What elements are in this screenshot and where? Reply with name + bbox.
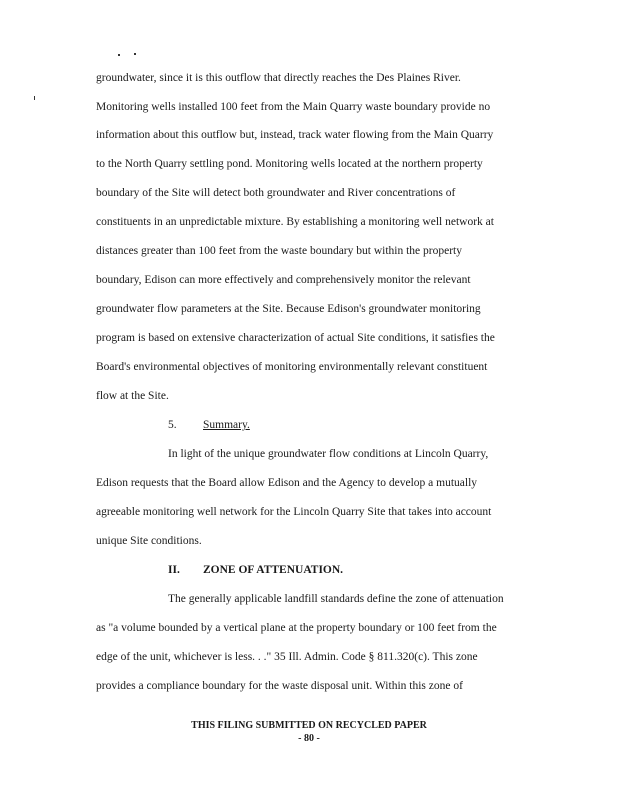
scan-speck bbox=[134, 53, 136, 55]
text-line: to the North Quarry settling pond. Monitoring wells located at the northern property bbox=[96, 158, 483, 170]
recycled-paper-notice: THIS FILING SUBMITTED ON RECYCLED PAPER bbox=[191, 720, 427, 731]
text-line: program is based on extensive characterization of actual Site conditions, it satisfies the bbox=[96, 332, 495, 344]
text-line: Board's environmental objectives of monitoring environmentally relevant constituent bbox=[96, 361, 488, 373]
section-title: ZONE OF ATTENUATION. bbox=[203, 564, 344, 576]
text-line: In light of the unique groundwater flow conditions at Lincoln Quarry, bbox=[168, 448, 489, 460]
section-number: II. bbox=[168, 564, 180, 576]
scan-speck bbox=[118, 54, 120, 56]
text-line: agreeable monitoring well network for the Lincoln Quarry Site that takes into account bbox=[96, 506, 492, 518]
text-line: boundary of the Site will detect both groundwater and River concentrations of bbox=[96, 187, 456, 199]
scan-speck bbox=[34, 96, 35, 100]
text-line: unique Site conditions. bbox=[96, 535, 202, 547]
text-line: groundwater, since it is this outflow that directly reaches the Des Plaines River. bbox=[96, 72, 461, 84]
section-title: Summary. bbox=[203, 419, 250, 431]
text-line: distances greater than 100 feet from the waste boundary but within the property bbox=[96, 245, 462, 257]
text-line: Monitoring wells installed 100 feet from the Main Quarry waste boundary provide no bbox=[96, 101, 491, 113]
text-line: information about this outflow but, instead, track water flowing from the Main Quarry bbox=[96, 129, 494, 141]
page-number: - 80 - bbox=[298, 733, 320, 744]
text-line: constituents in an unpredictable mixture. By establishing a monitoring well network at bbox=[96, 216, 494, 228]
text-line: flow at the Site. bbox=[96, 390, 169, 402]
text-line: edge of the unit, whichever is less. . ." 35 Ill. Admin. Code § 811.320(c). This zone bbox=[96, 651, 478, 663]
section-number: 5. bbox=[168, 419, 177, 431]
text-line: boundary, Edison can more effectively and comprehensively monitor the relevant bbox=[96, 274, 471, 286]
text-line: provides a compliance boundary for the waste disposal unit. Within this zone of bbox=[96, 680, 463, 692]
text-line: The generally applicable landfill standards define the zone of attenuation bbox=[168, 593, 504, 605]
text-line: as "a volume bounded by a vertical plane at the property boundary or 100 feet from the bbox=[96, 622, 497, 634]
text-line: Edison requests that the Board allow Edison and the Agency to develop a mutually bbox=[96, 477, 478, 489]
text-line: groundwater flow parameters at the Site. Because Edison's groundwater monitoring bbox=[96, 303, 481, 315]
